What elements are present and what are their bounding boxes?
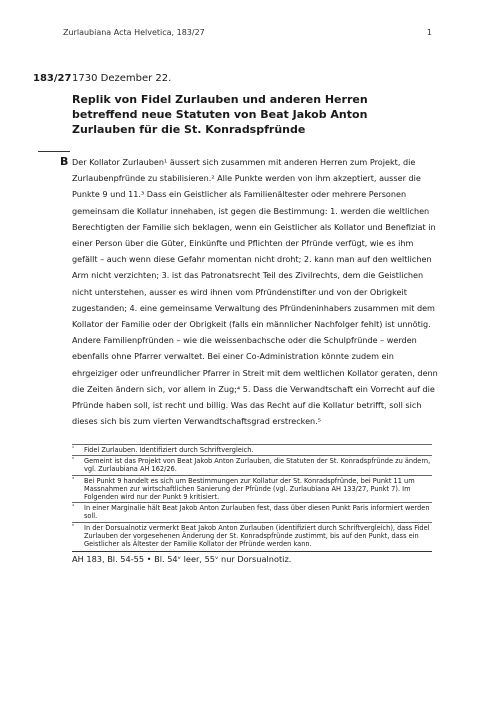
running-title: Zurlaubiana Acta Helvetica, 183/27: [63, 28, 205, 37]
document-number: 183/27: [33, 73, 72, 84]
footnote: [72, 475, 432, 503]
regest-text: [72, 154, 438, 429]
footnote-text: Gemeint ist das Projekt von Beat Jakob Anton Zurlauben, die Statuten der St. Konradspfründe zu ändern, vgl. Zurlaubiana AH 162/26.: [84, 457, 431, 474]
footnote-number: ²: [72, 457, 75, 464]
document-title: Replik von Fidel Zurlauben und anderen Herren betreffend neue Statuten von Beat Jakob Anton Zurlauben für die St. Konradspfründe: [72, 93, 368, 136]
source-reference: AH 183, Bl. 54-55 • Bl. 54ᵛ leer, 55ᵛ nur Dorsualnotiz.: [72, 551, 432, 564]
footnote-number: ⁵: [72, 523, 75, 530]
footnote-number: ³: [72, 476, 75, 483]
footnotes: [72, 444, 432, 564]
footnote: [72, 502, 432, 521]
regest-paragraph: Der Kollator Zurlauben¹ äussert sich zusammen mit anderen Herren zum Projekt, die Zurlaubenpfründe zu stabilisieren.² Alle Punkte werden von ihm akzeptiert, ausser die Punkte 9 und 11.³ Dass ein Geistlicher als Familienältester oder mehrere Personen gemeinsam die Kollatur innehaben, ist gegen die Bestimmung: 1. werden die weltlichen Berechtigten der Familie sich beklagen, wenn ein Geistlicher als Kollator und Benefiziat in einer Person über die Güter, Einkünfte und Pflichten der Pfründe verfügt, wie es ihm gefällt – auch wenn diese Gefahr momentan nicht droht; 2. kann man auf den weltlichen Arm nicht verzichten; 3. ist das Patronatsrecht Teil des Zivilrechts, dem die Geistlichen nicht unterstehen, ausser es wird ihnen vom Pfründenstifter und von der Obrigkeit zugestanden; 4. eine gemeinsame Verwaltung des Pfründeninhabers zusammen mit dem Kollator der Familie oder der Obrigkeit (falls ein männlicher Nachfolger fehlt) ist unnötig. Andere Familienpfründen – wie die weissenbachsche oder die Schulpfründe – werden ebenfalls ohne Pfarrer verwaltet. Bei einer Co-Administration könnte zudem ein ehrgeiziger oder unfreundlicher Pfarrer in Streit mit dem weltlichen Kollator geraten, denn die Zeiten ändern sich, vor allem in Zug;⁴ 5. Dass die Verwandtschaft ein Vorrecht auf die Pfründe haben soll, ist recht und billig. Was das Recht auf die Kollatur betrifft, soll sich dieses sich bis zum vierten Verwandtschaftsgrad erstrecken.⁵: [72, 157, 438, 427]
page-number: 1: [426, 28, 432, 37]
footnote-text: In der Dorsualnotiz vermerkt Beat Jakob Anton Zurlauben (identifiziert durch Schriftvergleich), dass Fidel Zurlauben der vorgesehenen Änderung der St. Konradspfründe zustimmt, bis auf den Punkt, dass ein Geistlicher als Ältester der Familie Kollator der Pfründe werden kann.: [84, 523, 430, 549]
footnote: [72, 455, 432, 474]
footnote: [72, 444, 432, 455]
left-rule: [38, 151, 70, 152]
footnote-number: ⁴: [72, 504, 75, 511]
footnote: [72, 522, 432, 550]
footnote-text: Bei Punkt 9 handelt es sich um Bestimmungen zur Kollatur der St. Konradspfründe, bei Punkt 11 um Massnahmen zur wirtschaftlichen Sanierung der Pfründe (vgl. Zurlaubiana AH 133/27, Punkt 7). Im Folgenden wird nur der Punkt 9 kritisiert.: [84, 476, 415, 502]
siglum: B: [60, 155, 69, 168]
document-date: 1730 Dezember 22.: [72, 73, 172, 84]
footnote-number: ¹: [72, 446, 75, 452]
footnote-text: Fidel Zurlauben. Identifiziert durch Schriftvergleich.: [84, 446, 254, 454]
footnote-text: In einer Marginalie hält Beat Jakob Anton Zurlauben fest, dass über diesen Punkt Paris informiert werden soll.: [84, 504, 430, 521]
running-header: [63, 28, 432, 37]
